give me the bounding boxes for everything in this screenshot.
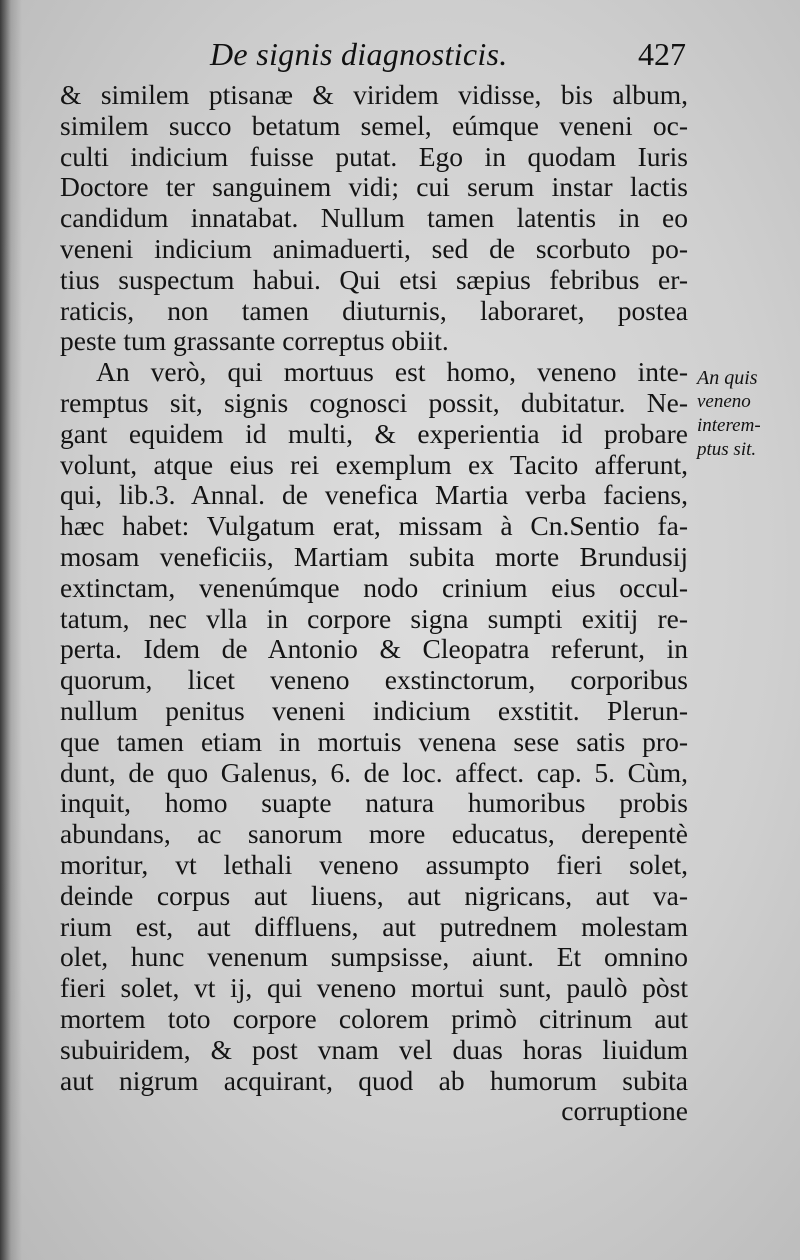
text-line: mosam veneficiis, Martiam subita morte Brundusij [60, 540, 688, 572]
text-line: rium est, aut diffluens, aut putrednem molestam [60, 910, 688, 942]
page-number: 427 [638, 36, 686, 72]
text-line: extinctam, venenúmque nodo crinium eius occul- [60, 571, 688, 603]
text-line: candidum innatabat. Nullum tamen latentis in eo [60, 202, 688, 234]
paragraph-end-line: peste tum grassante correptus obiit. [60, 325, 449, 357]
text-line: veneni indicium animaduerti, sed de scorbuto po- [60, 232, 688, 264]
marginal-note-line: veneno [697, 391, 751, 412]
text-line: raticis, non tamen diuturnis, laboraret, postea [60, 294, 688, 326]
marginal-note-line: ptus sit. [697, 439, 757, 460]
text-line: tatum, nec vlla in corpore signa sumpti exitij re- [60, 602, 688, 634]
paragraph-start-line: An verò, qui mortuus est homo, veneno inte- [96, 356, 688, 388]
page-header [60, 36, 690, 80]
text-line: volunt, atque eius rei exemplum ex Tacito afferunt, [60, 448, 688, 480]
text-line: gant equidem id multi, & experientia id probare [60, 417, 688, 449]
text-line: similem succo betatum semel, eúmque veneni oc- [60, 109, 688, 141]
text-line: moritur, vt lethali veneno assumpto fieri solet, [60, 848, 688, 880]
text-line: dunt, de quo Galenus, 6. de loc. affect. cap. 5. Cùm, [60, 756, 688, 788]
text-line: quorum, licet veneno exstinctorum, corporibus [60, 664, 688, 696]
text-line: olet, hunc venenum sumpsisse, aiunt. Et omnino [60, 941, 688, 973]
text-line: qui, lib.3. Annal. de venefica Martia verba faciens, [60, 479, 688, 511]
text-line: mortem toto corpore colorem primò citrinum aut [60, 1002, 688, 1034]
text-line: aut nigrum acquirant, quod ab humorum subita [60, 1064, 688, 1096]
marginal-note [697, 366, 793, 462]
text-line: inquit, homo suapte natura humoribus probis [60, 787, 688, 819]
text-line: fieri solet, vt ij, qui veneno mortui sunt, paulò pòst [60, 972, 688, 1004]
text-line: perta. Idem de Antonio & Cleopatra referunt, in [60, 633, 688, 665]
main-text-block [60, 80, 688, 1127]
marginal-note-line: An quis [697, 367, 758, 389]
text-line: subuiridem, & post vnam vel duas horas liuidum [60, 1033, 688, 1065]
text-line: Doctore ter sanguinem vidi; cui serum instar lactis [60, 171, 688, 203]
marginal-note-line: interem- [697, 415, 761, 436]
text-line: abundans, ac sanorum more educatus, derepentè [60, 818, 688, 850]
text-line: remptus sit, signis cognosci possit, dubitatur. Ne- [60, 386, 688, 418]
text-line: nullum penitus veneni indicium exstitit. Plerun- [60, 694, 688, 726]
text-line: que tamen etiam in mortuis venena sese satis pro- [60, 725, 688, 757]
gutter-shadow [0, 0, 22, 1260]
text-line: tius suspectum habui. Qui etsi sæpius febribus er- [60, 263, 688, 295]
running-title: De signis diagnosticis. [210, 36, 508, 72]
catchword: corruptione [561, 1095, 688, 1127]
text-line: culti indicium fuisse putat. Ego in quodam Iuris [60, 140, 688, 172]
text-line: & similem ptisanæ & viridem vidisse, bis album, [60, 79, 688, 110]
text-line: hæc habet: Vulgatum erat, missam à Cn.Sentio fa- [60, 510, 688, 542]
text-line: deinde corpus aut liuens, aut nigricans, aut va- [60, 879, 688, 911]
